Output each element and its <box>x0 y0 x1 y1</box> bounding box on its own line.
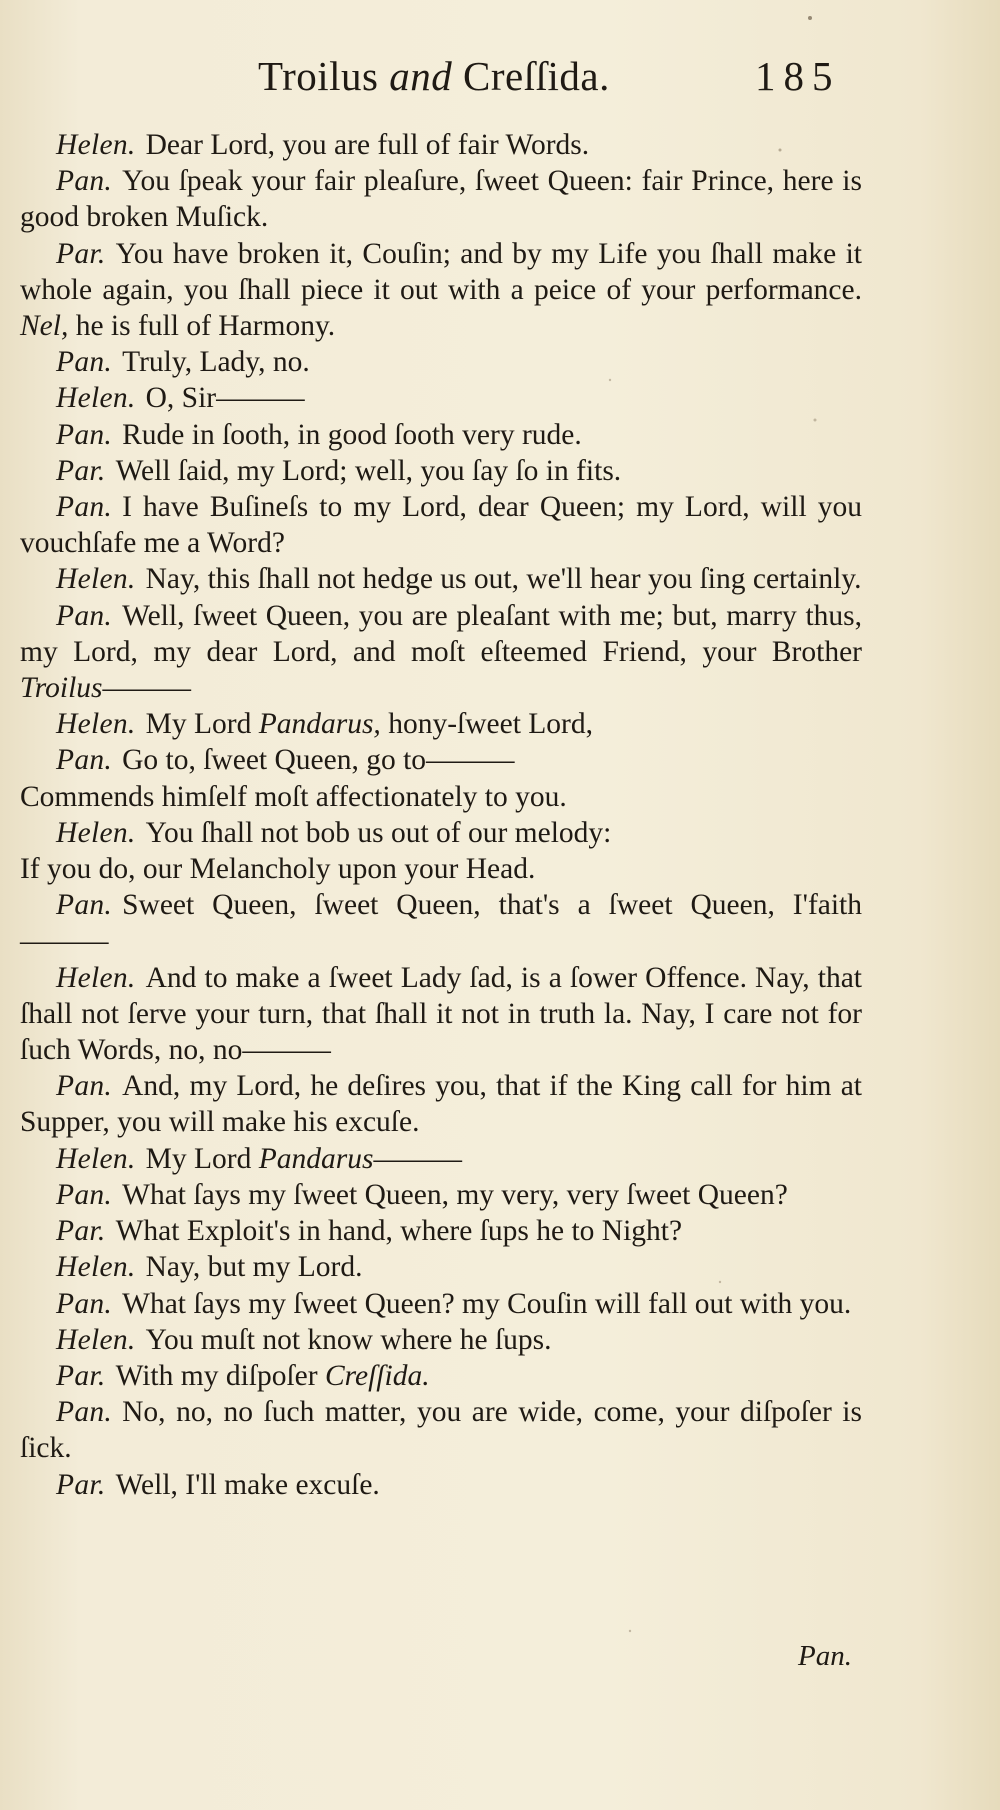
italic-name: Pandarus, <box>258 708 381 741</box>
speaker-name: Pan. <box>56 346 113 379</box>
speaker-name: Par. <box>56 1215 106 1248</box>
speech-text: And, my Lord, he deſires you, that if the King call for him at Supper, you will make his excuſe. <box>20 1070 862 1139</box>
speaker-name: Par. <box>56 454 106 487</box>
speech-line <box>20 236 862 345</box>
speaker-name: Pan. <box>56 491 113 524</box>
speech-line <box>20 127 862 163</box>
speech-line <box>20 887 862 959</box>
speech-line <box>20 1394 862 1466</box>
speech-line <box>20 380 862 416</box>
italic-name: Pandarus <box>258 1142 374 1175</box>
speaker-name: Helen. <box>56 816 136 849</box>
speech-text: You have broken it, Couſin; and by my Life you ſhall make it whole again, you ſhall piece it out with a peice of your performance. <box>20 237 862 306</box>
speech-text: With my diſpoſer <box>115 1359 318 1392</box>
speech-line <box>20 851 862 887</box>
speech-text: Truly, Lady, no. <box>122 346 310 379</box>
italic-name: Creſſida. <box>324 1359 430 1392</box>
speech-text: O, Sir——— <box>145 382 305 415</box>
speech-text-after: he is full of Harmony. <box>75 310 336 343</box>
italic-name: Nel, <box>20 310 69 343</box>
running-title <box>258 52 610 100</box>
speech-line <box>20 489 862 561</box>
speech-line <box>20 1177 862 1213</box>
speech-text: And to make a ſweet Lady ſad, is a ſower Offence. Nay, that ſhall not ſerve your turn, that ſhall it not in truth la. Nay, I care not for ſuch Words, no, no——— <box>20 961 862 1067</box>
speech-text: Well ſaid, my Lord; well, you ſay ſo in fits. <box>115 454 622 487</box>
speaker-name: Par. <box>56 237 106 270</box>
speech-text: You ſpeak your fair pleaſure, ſweet Queen: fair Prince, here is good broken Muſick. <box>20 165 862 234</box>
speech-text: Go to, ſweet Queen, go to——— <box>122 744 515 777</box>
speech-text: No, no, no ſuch matter, you are wide, come, your diſpoſer is ſick. <box>20 1396 862 1465</box>
italic-name: Troilus <box>20 672 103 705</box>
speaker-name: Par. <box>56 1468 106 1501</box>
dialogue-text <box>20 127 862 1503</box>
speaker-name: Helen. <box>56 1251 136 1284</box>
speech-text: Nay, but my Lord. <box>145 1251 363 1284</box>
title-main: Troilus <box>258 53 379 99</box>
speech-text: My Lord <box>145 1142 252 1175</box>
speech-line <box>20 1249 862 1285</box>
speaker-name: Pan. <box>56 744 113 777</box>
speech-text: Sweet Queen, ſweet Queen, that's a ſweet Queen, I'faith——— <box>20 889 862 958</box>
speech-line <box>20 815 862 851</box>
speaker-name: Helen. <box>56 129 136 161</box>
speech-text: Dear Lord, you are full of fair Words. <box>145 129 590 161</box>
speech-text: Well, I'll make excuſe. <box>115 1468 380 1501</box>
speech-line <box>20 1213 862 1249</box>
speech-text: If you do, our Melancholy upon your Head. <box>20 853 536 886</box>
speaker-name: Helen. <box>56 708 136 741</box>
speech-text: What ſays my ſweet Queen, my very, very ſweet Queen? <box>122 1178 788 1211</box>
speech-text: Commends himſelf moſt affectionately to you. <box>20 780 567 813</box>
speech-text: Rude in ſooth, in good ſooth very rude. <box>122 418 582 451</box>
page-header <box>0 52 1000 122</box>
speaker-name: Pan. <box>56 1070 113 1103</box>
speech-text: Well, ſweet Queen, you are pleaſant with me; but, marry thus, my Lord, my dear Lord, and moſt eſteemed Friend, your Brother <box>20 599 862 668</box>
speech-text: You muſt not know where he ſups. <box>145 1323 552 1356</box>
speech-text: I have Buſineſs to my Lord, dear Queen; my Lord, will you vouchſafe me a Word? <box>20 491 862 560</box>
speech-line <box>20 1068 862 1140</box>
speaker-name: Pan. <box>56 599 113 632</box>
speech-line <box>20 706 862 742</box>
speaker-name: Helen. <box>56 961 136 994</box>
speaker-name: Helen. <box>56 1323 136 1356</box>
speech-line <box>20 163 862 235</box>
speech-text-after: ——— <box>102 672 192 705</box>
title-end: Creſſida. <box>463 53 610 99</box>
speaker-name: Helen. <box>56 563 136 596</box>
speech-line <box>20 344 862 380</box>
speech-line <box>20 960 862 1069</box>
speech-text-after: hony-ſweet Lord, <box>388 708 593 741</box>
speech-line <box>20 742 862 778</box>
speech-text-after: ——— <box>373 1142 462 1175</box>
title-and: and <box>389 53 453 99</box>
speaker-name: Pan. <box>56 1287 113 1320</box>
speaker-name: Helen. <box>56 382 136 415</box>
speaker-name: Pan. <box>56 165 113 198</box>
speech-text: What Exploit's in hand, where ſups he to Night? <box>115 1215 683 1248</box>
speaker-name: Pan. <box>56 1396 113 1429</box>
speech-text: What ſays my ſweet Queen? my Couſin will fall out with you. <box>122 1287 852 1320</box>
speech-line <box>20 453 862 489</box>
speech-text: You ſhall not bob us out of our melody: <box>145 816 612 849</box>
speaker-name: Pan. <box>56 418 113 451</box>
speaker-name: Par. <box>56 1359 106 1392</box>
speech-line <box>20 1358 862 1394</box>
page-number: 185 <box>755 53 841 99</box>
catchword: Pan. <box>798 1640 852 1672</box>
speech-text: My Lord <box>145 708 252 741</box>
speech-line <box>20 779 862 815</box>
speaker-name: Helen. <box>56 1142 136 1175</box>
speaker-name: Pan. <box>56 1178 113 1211</box>
speech-line <box>20 1467 862 1503</box>
speech-line <box>20 1322 862 1358</box>
speech-line <box>20 598 862 707</box>
speech-text: Nay, this ſhall not hedge us out, we'll hear you ſing certainly. <box>145 563 862 596</box>
speech-line <box>20 1141 862 1177</box>
speech-line <box>20 1286 862 1322</box>
speech-line <box>20 417 862 453</box>
speaker-name: Pan. <box>56 889 113 922</box>
speech-line <box>20 561 862 597</box>
